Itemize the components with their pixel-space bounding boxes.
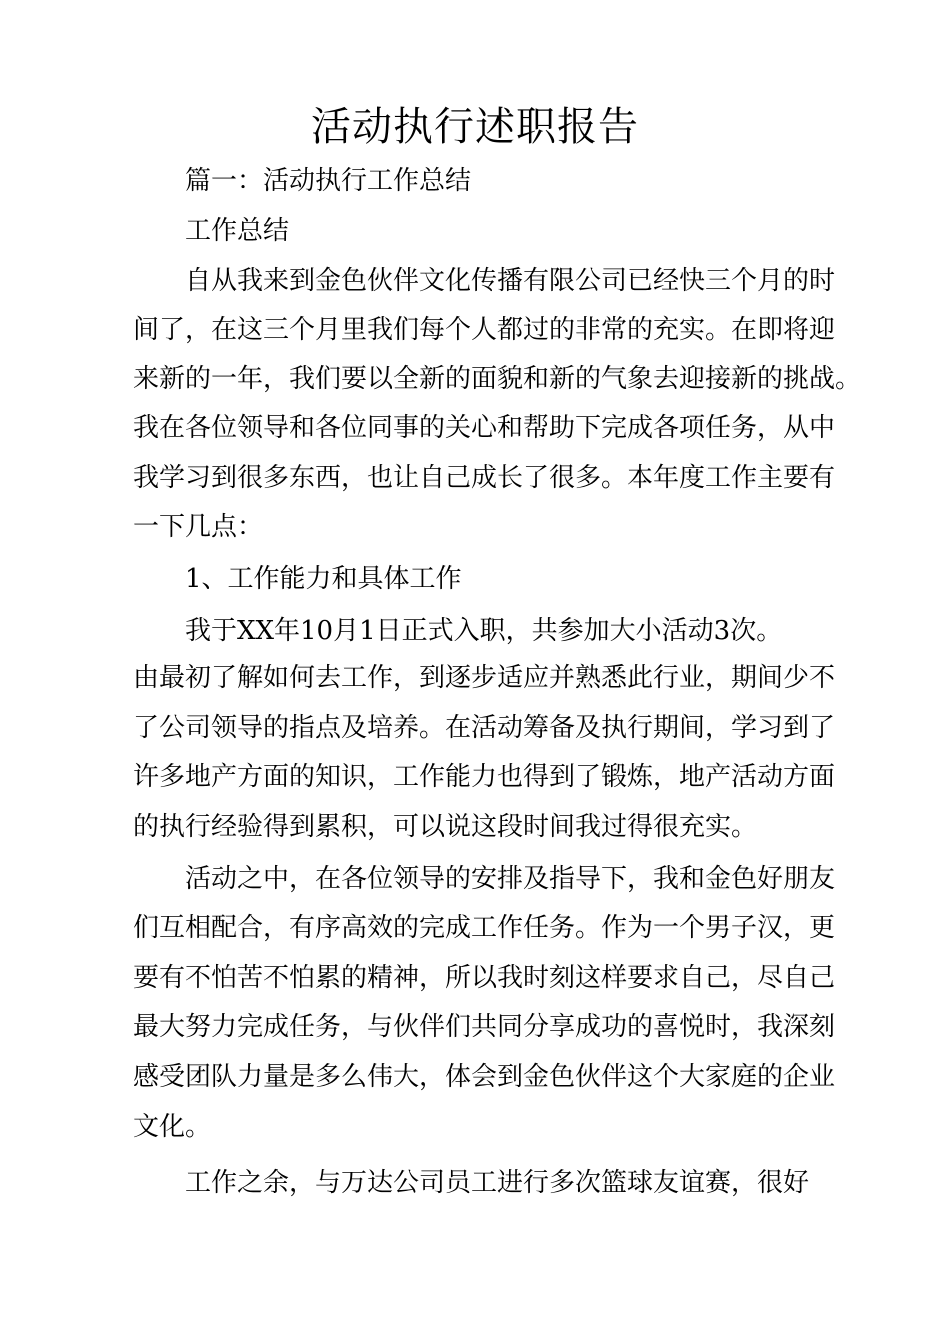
paragraph-line: 我在各位领导和各位同事的关心和帮助下完成各项任务，从中 (133, 413, 836, 443)
paragraph-line: 由最初了解如何去工作，到逐步适应并熟悉此行业，期间少不 (133, 663, 836, 693)
paragraph-line: 最大努力完成任务，与伙伴们共同分享成功的喜悦时，我深刻 (133, 1012, 836, 1042)
paragraph-line: 感受团队力量是多么伟大，体会到金色伙伴这个大家庭的企业 (133, 1062, 836, 1092)
paragraph-line: 活动之中，在各位领导的安排及指导下，我和金色好朋友 (185, 864, 836, 894)
paragraph-line: 我学习到很多东西，也让自己成长了很多。本年度工作主要有 (133, 463, 836, 493)
paragraph-line: 的执行经验得到累积，可以说这段时间我过得很充实。 (133, 812, 758, 842)
paragraph-line: 文化。 (133, 1112, 212, 1142)
section-heading: 篇一：活动执行工作总结 (185, 166, 472, 196)
paragraph-line: 要有不怕苦不怕累的精神，所以我时刻这样要求自己，尽自己 (133, 963, 836, 993)
paragraph-line: 来新的一年，我们要以全新的面貌和新的气象去迎接新的挑战。 (133, 364, 862, 394)
paragraph-line: 许多地产方面的知识，工作能力也得到了锻炼，地产活动方面 (133, 762, 836, 792)
subheading: 工作总结 (185, 216, 290, 246)
list-heading: 1、工作能力和具体工作 (185, 564, 462, 594)
paragraph-line: 们互相配合，有序高效的完成工作任务。作为一个男子汉，更 (133, 913, 836, 943)
paragraph-line: 自从我来到金色伙伴文化传播有限公司已经快三个月的时 (185, 266, 836, 296)
paragraph-line: 工作之余，与万达公司员工进行多次篮球友谊赛，很好 (185, 1168, 810, 1198)
document-title: 活动执行述职报告 (311, 104, 639, 150)
paragraph-line: 一下几点： (133, 512, 264, 542)
paragraph-line: 我于XX年10月1日正式入职，共参加大小活动3次。 (185, 616, 783, 646)
paragraph-line: 了公司领导的指点及培养。在活动筹备及执行期间，学习到了 (133, 713, 836, 743)
paragraph-line: 间了，在这三个月里我们每个人都过的非常的充实。在即将迎 (133, 315, 836, 345)
